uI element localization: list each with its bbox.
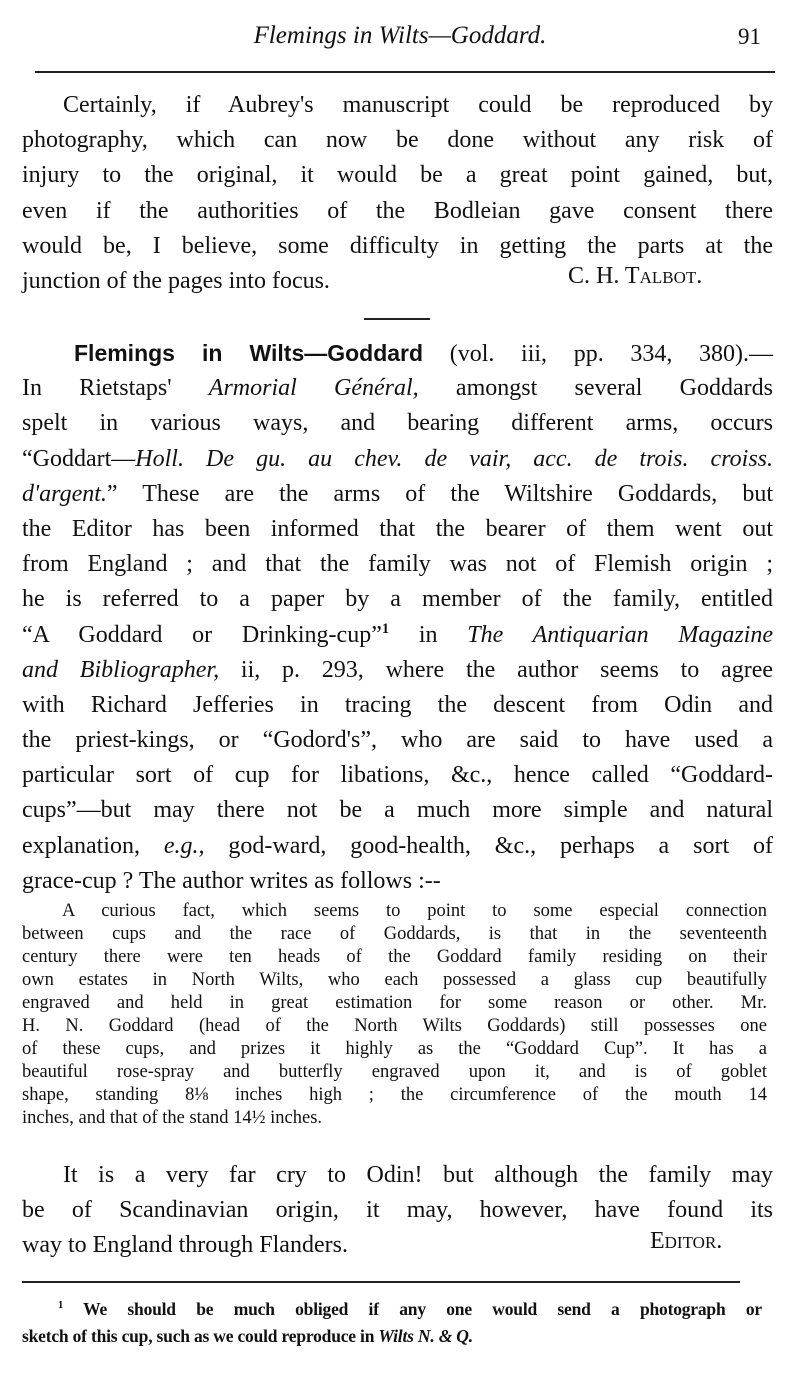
text-line <box>22 1015 767 1038</box>
text-run: be of Scandinavian origin, it may, however, have found its <box>22 1197 773 1224</box>
text-run: grace-cup ? The author writes as follows :-- <box>22 867 441 894</box>
text-run: The Antiquarian Magazine <box>467 621 773 648</box>
text-line <box>22 1323 762 1350</box>
text-line <box>22 477 773 512</box>
text-line <box>22 992 767 1015</box>
text-run: century there were ten heads of the Goddard family residing on their <box>22 947 767 967</box>
footnote-marker: 1 <box>58 1300 64 1312</box>
text-line <box>22 406 773 441</box>
text-run: junction of the pages into focus. <box>22 267 330 294</box>
text-run: In Rietstaps' <box>22 375 209 402</box>
text-run: inches, and that of the stand 14½ inches. <box>22 1108 323 1128</box>
text-run: from England ; and that the family was not of Flemish origin ; <box>22 551 773 578</box>
text-run: We should be much obliged if any one would send a photograph or <box>63 1299 762 1319</box>
text-line <box>22 582 773 617</box>
text-run: It is a very far cry to Odin! but although the family may <box>63 1162 773 1188</box>
text-line <box>22 1061 767 1084</box>
text-line <box>22 194 773 229</box>
text-run: “A Goddard or Drinking-cup” <box>22 621 382 648</box>
text-line <box>22 1193 773 1228</box>
text-run: between cups and the race of Goddards, is that in the seventeenth <box>22 924 767 944</box>
text-line <box>22 758 773 793</box>
text-run: and Bibliographer, <box>22 656 220 683</box>
text-run: in <box>389 621 468 648</box>
text-run: “Goddart— <box>22 445 136 472</box>
text-line <box>22 900 767 923</box>
text-line <box>22 923 767 946</box>
text-line <box>22 969 767 992</box>
text-run: injury to the original, it would be a great point gained, but, <box>22 162 773 189</box>
text-line <box>22 123 773 158</box>
text-line <box>22 688 773 723</box>
goddard-paragraph <box>22 336 773 899</box>
text-line <box>22 723 773 758</box>
text-run: of these cups, and prizes it highly as the “Goddard Cup”. It has a <box>22 1039 767 1059</box>
text-run: with Richard Jefferies in tracing the descent from Odin and <box>22 691 773 718</box>
text-run: Armorial Général, <box>208 375 419 402</box>
header-rule <box>35 71 775 73</box>
text-line <box>22 1107 767 1130</box>
text-run: beautiful rose-spray and butterfly engraved upon it, and is of goblet <box>22 1062 767 1082</box>
text-line <box>22 88 773 123</box>
text-run: engraved and held in great estimation for some reason or other. Mr. <box>22 993 767 1013</box>
text-run: even if the authorities of the Bodleian gave consent there <box>22 197 773 224</box>
running-title: Flemings in Wilts—Goddard. <box>253 22 547 49</box>
text-line <box>22 158 773 193</box>
text-run: the priest-kings, or “Godord's”, who are said to have used a <box>22 727 773 754</box>
text-line <box>22 1296 762 1323</box>
text-line <box>22 1158 773 1193</box>
text-run: ” These are the arms of the Wiltshire Goddards, but <box>106 480 773 507</box>
text-run: Wilts N. & Q. <box>378 1326 473 1346</box>
signature-talbot: C. H. Talbot. <box>568 263 703 289</box>
text-line <box>22 336 773 371</box>
text-run: shape, standing 8⅛ inches high ; the circumference of the mouth 14 <box>22 1085 767 1105</box>
text-run: Holl. De gu. au chev. de vair, acc. de trois. croiss. <box>135 445 773 472</box>
footnote-rule <box>22 1281 740 1283</box>
text-line <box>22 1084 767 1107</box>
text-run: d'argent. <box>22 480 107 507</box>
text-run: Certainly, if Aubrey's manuscript could be reproduced by <box>63 92 773 118</box>
text-line <box>22 946 767 969</box>
text-run: own estates in North Wilts, who each possessed a glass cup beautifully <box>22 970 767 990</box>
section-heading: Flemings in Wilts—Goddard <box>74 340 424 366</box>
text-run: the Editor has been informed that the bearer of them went out <box>22 515 773 542</box>
text-line <box>22 653 773 688</box>
text-line <box>22 229 773 264</box>
signature-editor: Editor. <box>650 1228 723 1254</box>
text-line <box>22 371 773 406</box>
text-run: would be, I believe, some difficulty in getting the parts at the <box>22 232 773 259</box>
text-run: ii, p. 293, where the author seems to agree <box>219 656 773 683</box>
text-run: spelt in various ways, and bearing different arms, occurs <box>22 410 773 437</box>
text-run: god-ward, good-health, &c., perhaps a sort of <box>204 832 773 859</box>
footnote-marker: 1 <box>381 620 390 637</box>
text-run: H. N. Goddard (head of the North Wilts Goddards) still possesses one <box>22 1016 767 1036</box>
text-run: A curious fact, which seems to point to some especial connection <box>62 901 767 921</box>
text-line <box>22 618 773 653</box>
text-line <box>22 547 773 582</box>
section-divider <box>364 318 430 320</box>
text-line <box>22 793 773 828</box>
text-line <box>22 512 773 547</box>
text-run: e.g., <box>163 832 205 859</box>
text-run: explanation, <box>22 832 164 859</box>
text-run: particular sort of cup for libations, &c., hence called “Goddard- <box>22 762 773 789</box>
footnote <box>22 1296 762 1350</box>
text-run: sketch of this cup, such as we could reproduce in <box>22 1326 379 1346</box>
text-run: way to England through Flanders. <box>22 1232 348 1259</box>
text-line <box>22 1038 767 1061</box>
text-line <box>22 829 773 864</box>
text-run: (vol. iii, pp. 334, 380).— <box>423 341 773 367</box>
text-run: photography, which can now be done without any risk of <box>22 127 773 154</box>
text-run: amongst several Goddards <box>418 375 774 402</box>
text-line <box>22 864 773 899</box>
text-run: he is referred to a paper by a member of the family, entitled <box>22 586 773 613</box>
text-run: cups”—but may there not be a much more simple and natural <box>22 797 773 824</box>
text-line <box>22 442 773 477</box>
block-quote <box>22 900 767 1130</box>
page-number: 91 <box>738 24 761 49</box>
